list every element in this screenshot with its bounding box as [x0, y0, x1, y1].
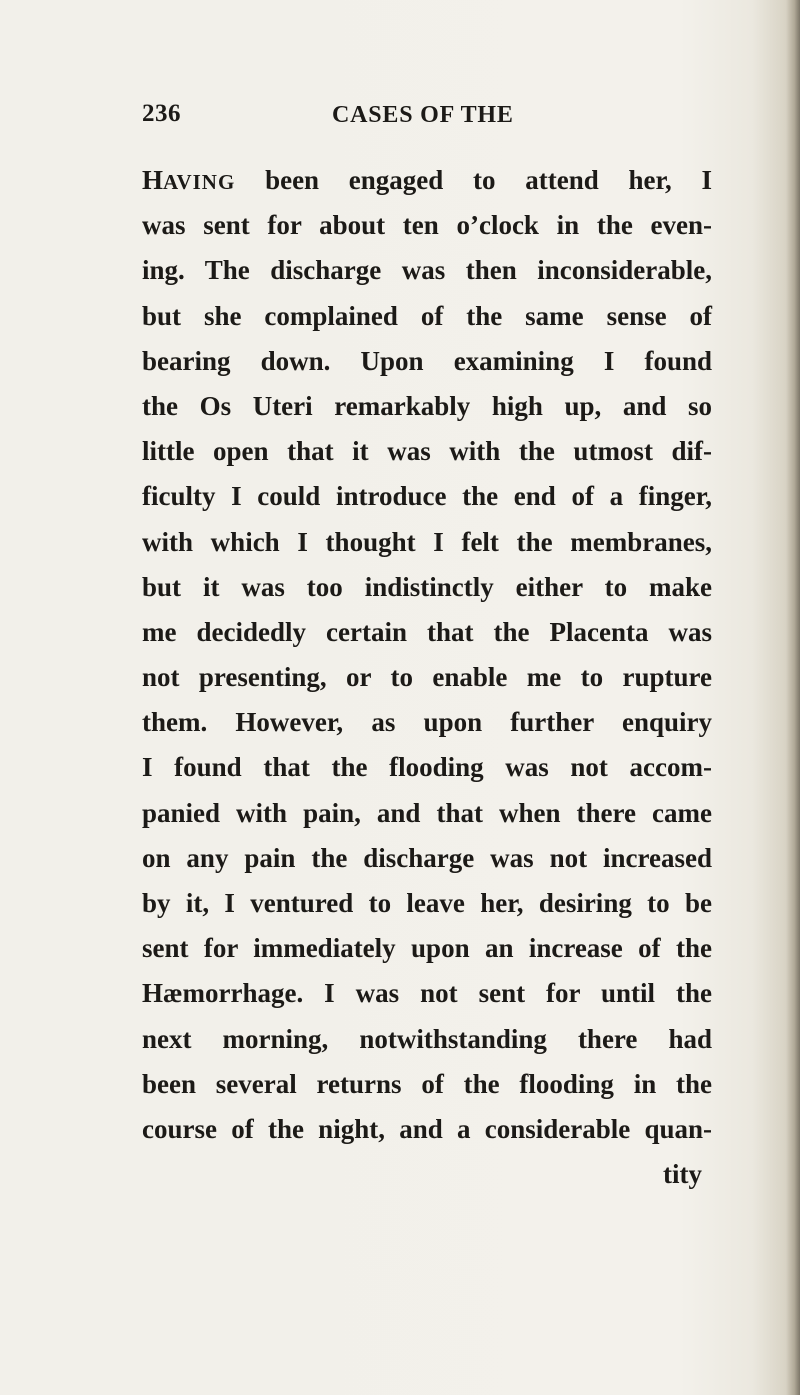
text-line: Hæmorrhage. I was not sent for until the [142, 978, 712, 1009]
body-text [142, 158, 712, 1197]
catchword: tity [663, 1159, 702, 1190]
text-line: not presenting, or to enable me to rupture [142, 662, 712, 693]
text-line: bearing down. Upon examining I found [142, 345, 712, 376]
text-line: HAVING been engaged to attend her, I [142, 165, 712, 195]
text-line: but she complained of the same sense of [142, 300, 712, 331]
text-line: was sent for about ten o’clock in the even- [142, 210, 712, 241]
running-head: CASES OF THE [332, 102, 514, 128]
text-line: by it, I ventured to leave her, desiring to be [142, 888, 712, 918]
text-line: sent for immediately upon an increase of the [142, 933, 712, 964]
page-header [142, 100, 742, 144]
text-line: panied with pain, and that when there came [142, 797, 712, 828]
text-line: but it was too indistinctly either to make [142, 571, 712, 602]
page-gutter-shadow [786, 0, 800, 1395]
text-line: ficulty I could introduce the end of a finger, [142, 481, 712, 512]
text-line: little open that it was with the utmost dif- [142, 436, 712, 467]
text-line: ing. The discharge was then inconsiderable, [142, 255, 712, 286]
text-line: next morning, notwithstanding there had [142, 1023, 712, 1054]
text-line: me decidedly certain that the Placenta was [142, 616, 712, 647]
page-number: 236 [142, 100, 181, 127]
text-line: on any pain the discharge was not increased [142, 842, 712, 873]
opening-word: HAVING [142, 165, 236, 195]
text-line: the Os Uteri remarkably high up, and so [142, 390, 712, 421]
text-line: with which I thought I felt the membranes, [142, 526, 712, 557]
text-line: been several returns of the flooding in the [142, 1068, 712, 1099]
text-line: I found that the flooding was not accom- [142, 752, 712, 783]
text-line: course of the night, and a considerable quan- [142, 1113, 712, 1144]
text-line: them. However, as upon further enquiry [142, 707, 712, 738]
